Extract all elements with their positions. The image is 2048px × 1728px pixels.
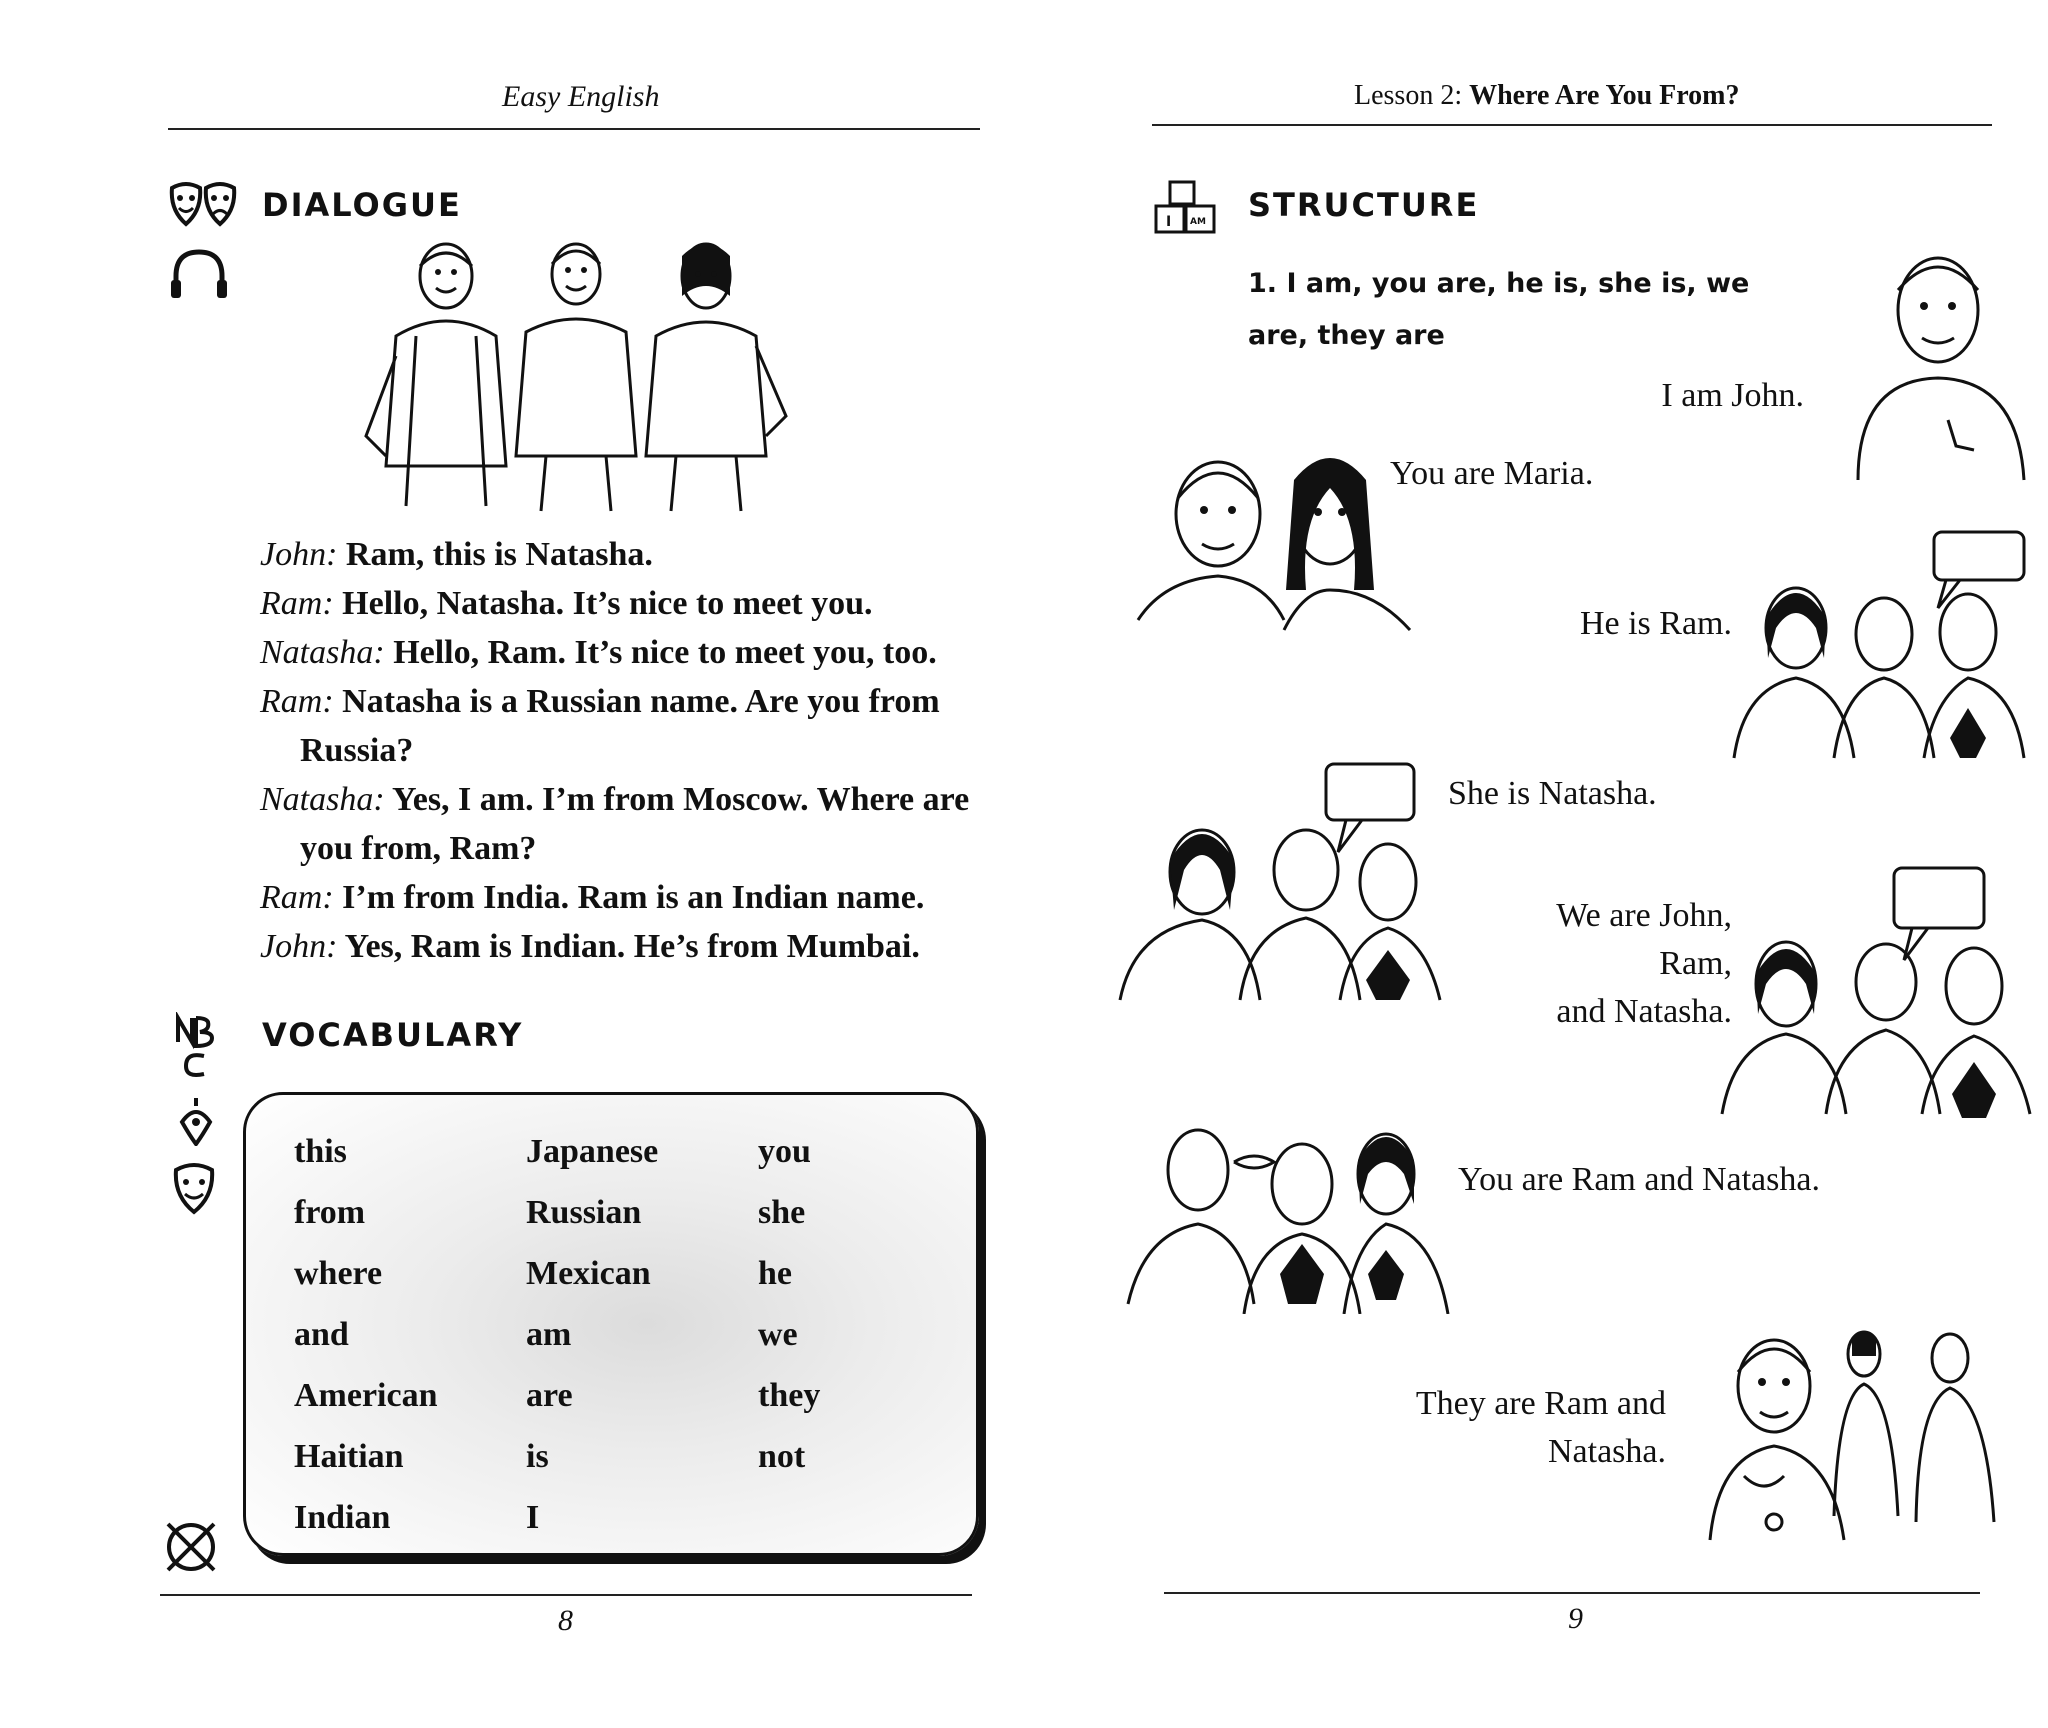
vocab-word: we: [758, 1316, 798, 1353]
header-rule-left: [168, 128, 980, 130]
vocab-word: and: [294, 1316, 349, 1353]
lesson-label: Lesson 2:: [1354, 80, 1470, 111]
footer-rule-left: [160, 1594, 972, 1596]
dialogue-line: [260, 873, 1000, 922]
dialogue-line: [260, 628, 1000, 677]
footer-rule-right: [1164, 1592, 1980, 1594]
you-are-ram-natasha-illustration: [1124, 1114, 1454, 1314]
example-line: She is Natasha.: [1448, 775, 1657, 812]
example-line: Ram,: [1659, 945, 1732, 982]
dialogue-line: [260, 775, 1000, 873]
example-sentence: [1324, 1380, 1666, 1476]
running-head-right: [1354, 80, 1739, 112]
vocab-word: American: [294, 1377, 438, 1414]
vocab-word: Japanese: [526, 1133, 659, 1170]
dialogue-line: [260, 922, 1000, 971]
example-sentence: [1444, 892, 1732, 1036]
vocab-word: this: [294, 1133, 347, 1170]
vocab-column-2: [526, 1121, 658, 1548]
vocab-word: from: [294, 1194, 366, 1231]
vocab-word: you: [758, 1133, 811, 1170]
abc-letters-icon: [172, 1012, 218, 1082]
speaker-name: Natasha:: [260, 634, 385, 671]
lesson-title: Where Are You From?: [1469, 80, 1740, 111]
john-maria-illustration: [1134, 440, 1424, 640]
example-line: You are Ram and Natasha.: [1458, 1161, 1820, 1198]
he-is-ram-illustration: [1724, 528, 2034, 768]
page-number-right: 9: [1568, 1602, 1583, 1635]
running-head-left: Easy English: [502, 80, 660, 113]
speaker-name: Ram:: [260, 879, 334, 916]
vocab-column-3: [758, 1121, 820, 1487]
she-is-natasha-illustration: [1110, 760, 1470, 1010]
example-line: You are Maria.: [1390, 455, 1594, 492]
line-text: Yes, Ram is Indian. He’s from Mumbai.: [344, 928, 920, 965]
building-blocks-icon: [1152, 180, 1218, 236]
headphones-icon: [168, 246, 230, 302]
we-are-illustration: [1716, 864, 2036, 1128]
speaker-name: Natasha:: [260, 781, 385, 818]
they-are-illustration: [1704, 1326, 2034, 1548]
block-letters-am: AM: [1190, 217, 1206, 227]
vocab-word: where: [294, 1255, 383, 1292]
line-text: I’m from India. Ram is an Indian name.: [342, 879, 925, 916]
right-page: [1024, 0, 2048, 1728]
line-text: Ram, this is Natasha.: [345, 536, 653, 573]
example-line: and Natasha.: [1556, 993, 1732, 1030]
page-number-left: 8: [558, 1604, 573, 1637]
example-sentence: [1448, 770, 1657, 818]
line-text: Yes, I am. I’m from Moscow. Where are you from, Ram?: [300, 781, 970, 867]
speaker-name: Ram:: [260, 585, 334, 622]
example-sentence: [1458, 1156, 1820, 1204]
structure-title: STRUCTURE: [1248, 186, 1480, 224]
vocab-word: Mexican: [526, 1255, 651, 1292]
crossed-circle-icon: [162, 1518, 220, 1576]
vocab-word: Russian: [526, 1194, 642, 1231]
speaker-name: Ram:: [260, 683, 334, 720]
dialogue-line: [260, 677, 1000, 775]
vocab-word: is: [526, 1438, 549, 1475]
block-letter-i: I: [1166, 214, 1172, 230]
structure-rule-heading: 1. I am, you are, he is, she is, we are, they are: [1248, 268, 1750, 351]
john-illustration: [1838, 250, 2048, 490]
speaker-name: John:: [260, 536, 338, 573]
dialogue-text: [260, 530, 1000, 971]
example-line: I am John.: [1661, 377, 1804, 414]
vocabulary-title: VOCABULARY: [262, 1016, 524, 1054]
dialogue-line: [260, 530, 1000, 579]
example-sentence: [1484, 372, 1804, 420]
example-line: He is Ram.: [1579, 605, 1732, 642]
pen-nib-icon: [176, 1096, 216, 1146]
vocab-word: not: [758, 1438, 806, 1475]
vocab-word: they: [758, 1377, 821, 1414]
vocab-word: are: [526, 1377, 573, 1414]
friends-illustration: [356, 236, 796, 516]
vocab-word: Haitian: [294, 1438, 404, 1475]
example-line: Natasha.: [1547, 1433, 1666, 1470]
vocab-column-1: [294, 1121, 438, 1548]
header-rule-right: [1152, 124, 1992, 126]
line-text: Hello, Ram. It’s nice to meet you, too.: [393, 634, 937, 671]
vocab-word: she: [758, 1194, 806, 1231]
vocab-word: am: [526, 1316, 572, 1353]
theater-masks-icon: [168, 180, 240, 232]
dialogue-title: DIALOGUE: [262, 186, 462, 224]
speaker-name: John:: [260, 928, 338, 965]
vocab-word: Indian: [294, 1499, 391, 1536]
example-line: We are John,: [1556, 897, 1732, 934]
line-text: Hello, Natasha. It’s nice to meet you.: [342, 585, 873, 622]
vocab-word: he: [758, 1255, 792, 1292]
face-mask-icon: [170, 1160, 218, 1216]
example-sentence: [1444, 600, 1732, 648]
example-line: They are Ram and: [1415, 1385, 1666, 1422]
vocab-word: I: [526, 1499, 540, 1536]
dialogue-line: [260, 579, 1000, 628]
line-text: Natasha is a Russian name. Are you from Russia?: [300, 683, 940, 769]
vocabulary-box: [243, 1092, 979, 1556]
